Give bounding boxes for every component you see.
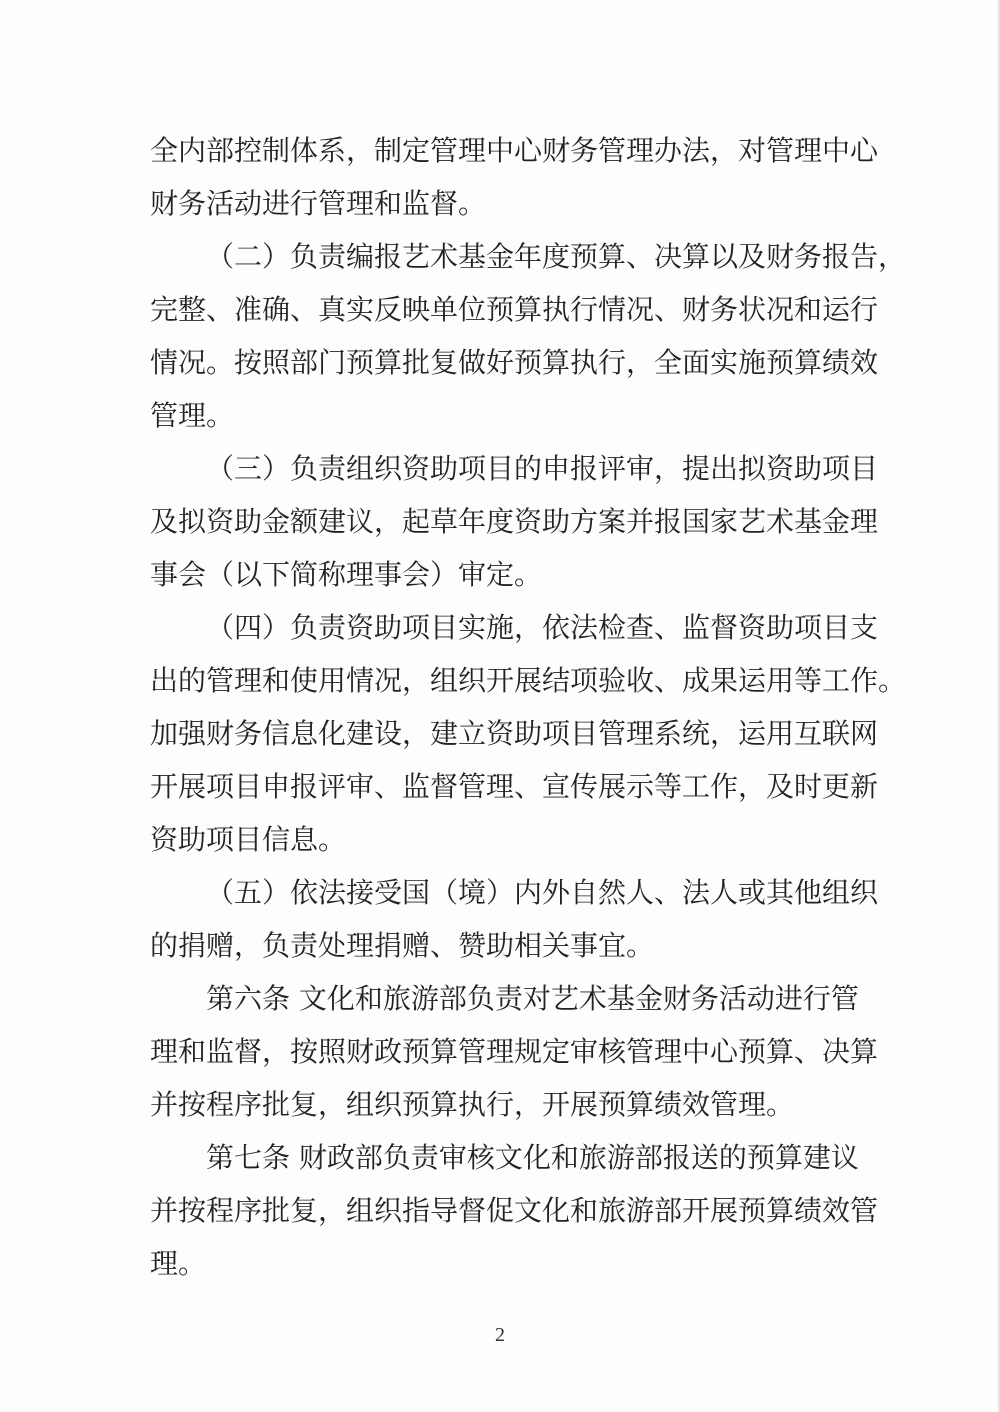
text-line: 理和监督，按照财政预算管理规定审核管理中心预算、决算 xyxy=(150,1035,879,1068)
text-line: 全内部控制体系，制定管理中心财务管理办法，对管理中心 xyxy=(150,134,879,167)
text-line: （四）负责资助项目实施，依法检查、监督资助项目支 xyxy=(206,611,879,644)
text-line: 并按程序批复，组织指导督促文化和旅游部开展预算绩效管 xyxy=(150,1194,879,1227)
text-line: 及拟资助金额建议，起草年度资助方案并报国家艺术基金理 xyxy=(150,505,879,538)
text-line: 资助项目信息。 xyxy=(150,823,347,856)
text-line: 情况。按照部门预算批复做好预算执行，全面实施预算绩效 xyxy=(150,346,879,379)
text-line: 管理。 xyxy=(150,399,235,432)
text-line: 的捐赠，负责处理捐赠、赞助相关事宜。 xyxy=(150,929,655,962)
text-line: （五）依法接受国（境）内外自然人、法人或其他组织 xyxy=(206,876,879,909)
text-line: 出的管理和使用情况，组织开展结项验收、成果运用等工作。 xyxy=(150,664,907,697)
page-number: 2 xyxy=(495,1324,505,1346)
text-line: 第六条 文化和旅游部负责对艺术基金财务活动进行管 xyxy=(206,982,859,1015)
text-line: 事会（以下简称理事会）审定。 xyxy=(150,558,543,591)
document-body xyxy=(150,124,907,1290)
text-line: 财务活动进行管理和监督。 xyxy=(150,187,487,220)
text-line: 第七条 财政部负责审核文化和旅游部报送的预算建议 xyxy=(206,1141,859,1174)
text-line: 开展项目申报评审、监督管理、宣传展示等工作，及时更新 xyxy=(150,770,879,803)
text-line: （三）负责组织资助项目的申报评审，提出拟资助项目 xyxy=(206,452,879,485)
text-line: 完整、准确、真实反映单位预算执行情况、财务状况和运行 xyxy=(150,293,879,326)
text-line: （二）负责编报艺术基金年度预算、决算以及财务报告， xyxy=(206,240,907,273)
text-line: 加强财务信息化建设，建立资助项目管理系统，运用互联网 xyxy=(150,717,879,750)
text-line: 并按程序批复，组织预算执行，开展预算绩效管理。 xyxy=(150,1088,795,1121)
text-line: 理。 xyxy=(150,1247,207,1280)
